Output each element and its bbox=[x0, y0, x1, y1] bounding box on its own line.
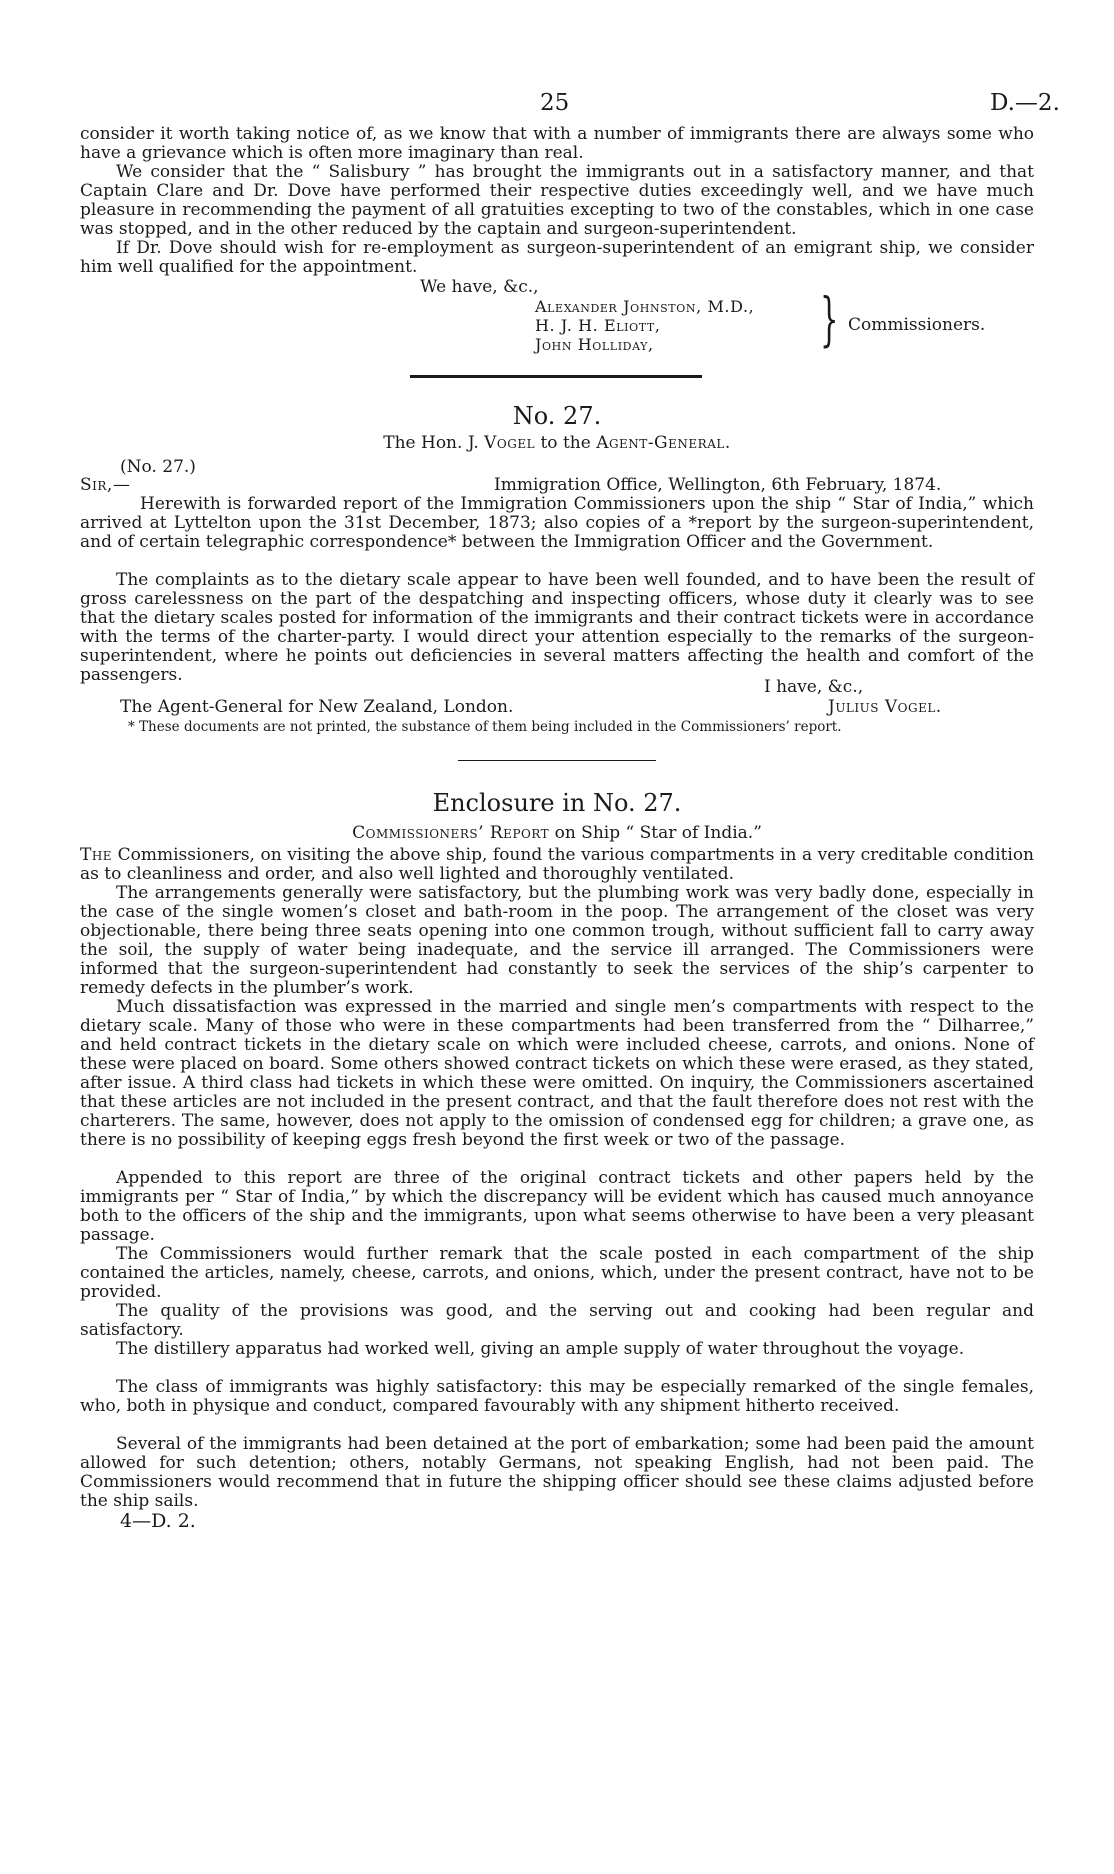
letter-ref: (No. 27.) bbox=[120, 457, 196, 477]
paragraph-visiting bbox=[80, 846, 1034, 884]
dateline: Immigration Office, Wellington, 6th February, 1874. bbox=[494, 475, 942, 495]
paragraph-forwarded-report: Herewith is forwarded report of the Immigration Commissioners upon the ship “ Star of India,” which arrived at Lyttelton upon the 31st December, 1873; also copies of a *report by the surgeon-superintendent, and of certain telegraphic correspondence* between the Immigration Officer and the Government. bbox=[80, 494, 1034, 552]
closing-i-have: I have, &c., bbox=[764, 677, 864, 697]
paragraph-plumbing: The arrangements generally were satisfactory, but the plumbing work was very badly done, especially in the case of the single women’s closet and bath-room in the poop. The arrangement of the closet was very objectionable, there being three seats opening into one common trough, without sufficient fall to carry away the soil, the supply of water being inadequate, and the service ill arranged. The Commissioners were informed that the surgeon-superintendent had constantly to seek the services of the ship’s carpenter to remedy defects in the plumber’s work. bbox=[80, 883, 1034, 998]
enclosure-title: Enclosure in No. 27. bbox=[432, 789, 682, 817]
paragraph-appended: Appended to this report are three of the original contract tickets and other papers held by the immigrants per “ Star of India,” by which the discrepancy will be evident which has caused much annoyance both to the officers of the ship and the immigrants, upon what seems otherwise to have been a very pleasant passage. bbox=[80, 1168, 1034, 1245]
paragraph-dr-dove: If Dr. Dove should wish for re-employment as surgeon-superintendent of an emigrant ship, we consider him well qualified for the appointment. bbox=[80, 238, 1034, 277]
page-number: 25 bbox=[540, 90, 570, 116]
footnote: * These documents are not printed, the substance of them being included in the Commissioners’ report. bbox=[128, 719, 842, 735]
section-divider bbox=[410, 375, 702, 378]
paragraph-visiting-text: Commissioners, on visiting the above ship, found the various compartments in a very creditable condition as to cleanliness and order, and also well lighted and thoroughly ventilated. bbox=[80, 845, 1034, 884]
subtitle-to: to the bbox=[540, 433, 591, 453]
document-reference: D.—2. bbox=[990, 90, 1060, 116]
paragraph-provisions: The quality of the provisions was good, and the serving out and cooking had been regular and satisfactory. bbox=[80, 1301, 1034, 1340]
paragraph-detained: Several of the immigrants had been detained at the port of embarkation; some had been paid the amount allowed for such detention; others, notably Germans, not speaking English, had not been paid. The Commissioners would recommend that in future the shipping officer should see these claims adjusted before the ship sails. bbox=[80, 1434, 1034, 1511]
paragraph-continuation: consider it worth taking notice of, as we know that with a number of immigrants there are always some who have a grievance which is often more imaginary than real. bbox=[80, 124, 1034, 163]
enclosure-subtitle bbox=[0, 823, 1114, 843]
salutation: Sir,— bbox=[80, 475, 131, 495]
enclosure-subtitle-ship: on Ship “ Star of India.” bbox=[554, 823, 762, 843]
enclosure-subtitle-report: Commissioners’ Report bbox=[352, 823, 550, 843]
signature-vogel: Julius Vogel. bbox=[828, 697, 942, 717]
paragraph-class: The class of immigrants was highly satisfactory: this may be especially remarked of the single females, who, both in physique and conduct, compared favourably with any shipment hitherto received. bbox=[80, 1377, 1034, 1416]
paragraph-dietary: Much dissatisfaction was expressed in the married and single men’s compartments with respect to the dietary scale. Many of those who were in these compartments had been transferred from the “ Dilharree,” and held contract tickets in the dietary scale on which were included cheese, carrots, and onions. None of these were placed on board. Some others showed contract tickets on which these were erased, as they stated, after issue. A third class had tickets in which these were omitted. On inquiry, the Commissioners ascertained that these articles are not included in the present contract, and that the fault therefore does not rest with the charterers. The same, however, does not apply to the omission of condensed egg for children; a grave one, as there is no possibility of keeping eggs fresh beyond the first week or two of the passage. bbox=[80, 997, 1034, 1150]
paragraph-distillery: The distillery apparatus had worked well, giving an ample supply of water throughout the voyage. bbox=[116, 1339, 965, 1359]
paragraph-scale: The Commissioners would further remark that the scale posted in each compartment of the ship contained the articles, namely, cheese, carrots, and onions, which, under the present contract, have not to be provided. bbox=[80, 1244, 1034, 1302]
subtitle-recipient: Agent-General. bbox=[596, 433, 731, 453]
signature-mark: 4—D. 2. bbox=[120, 1510, 196, 1532]
closing-we-have: We have, &c., bbox=[420, 277, 539, 297]
subtitle-prefix: The Hon. J. bbox=[383, 433, 479, 453]
brace-mark: } bbox=[820, 285, 839, 353]
letter-number-title: No. 27. bbox=[512, 402, 602, 430]
signatory-3: John Holliday, bbox=[535, 335, 654, 354]
signatory-2: H. J. H. Eliott, bbox=[535, 316, 661, 335]
paragraph-complaints: The complaints as to the dietary scale appear to have been well founded, and to have been the result of gross carelessness on the part of the despatching and inspecting officers, whose duty it clearly was to see that the dietary scales posted for information of the immigrants and their contract tickets were in accordance with the terms of the charter-party. I would direct your attention especially to the remarks of the surgeon-superintendent, where he points out deficiencies in several matters affecting the health and comfort of the passengers. bbox=[80, 570, 1034, 685]
subtitle-sender: Vogel bbox=[484, 433, 536, 453]
section-divider-thin bbox=[458, 760, 656, 761]
signatory-1: Alexander Johnston, M.D., bbox=[535, 297, 755, 316]
addressee: The Agent-General for New Zealand, London. bbox=[120, 697, 514, 717]
letter-subtitle bbox=[0, 433, 1114, 453]
paragraph-salisbury: We consider that the “ Salisbury ” has brought the immigrants out in a satisfactory manner, and that Captain Clare and Dr. Dove have performed their respective duties exceedingly well, and we have much pleasure in recommending the payment of all gratuities excepting to two of the constables, which in one case was stopped, and in the other reduced by the captain and surgeon-superintendent. bbox=[80, 162, 1034, 239]
signatories-role: Commissioners. bbox=[848, 315, 986, 335]
lead-word: The bbox=[80, 845, 113, 865]
